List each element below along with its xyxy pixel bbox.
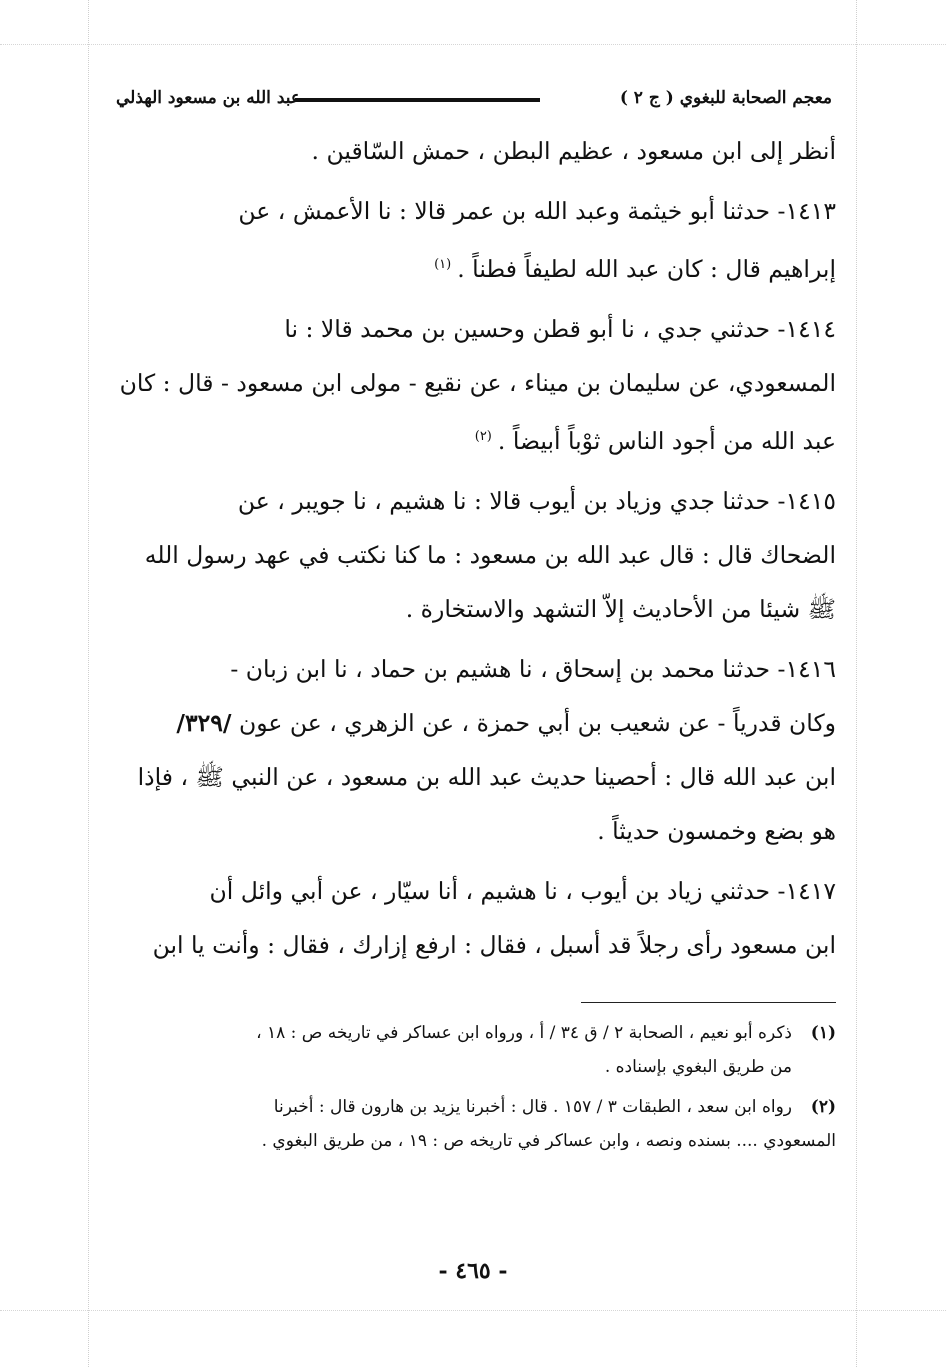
footnote-number: (٢) (810, 1097, 836, 1117)
text-line: المسعودي، عن سليمان بن ميناء ، عن نقيع - مولى ابن مسعود - قال : كان (119, 368, 836, 397)
text-line: إبراهيم قال : كان عبد الله لطيفاً فطناً . (457, 254, 836, 283)
footnote-number: (١) (810, 1023, 836, 1043)
scan-guide-line (0, 44, 946, 45)
text-line: ١٤١٧- حدثني زياد بن أيوب ، نا هشيم ، أنا سيّار ، عن أبي وائل أن (209, 876, 836, 905)
text-line: ابن عبد الله قال : أحصينا حديث عبد الله بن مسعود ، عن النبي ﷺ ، فإذا (137, 762, 836, 791)
text-line: عبد الله من أجود الناس ثوْباً أبيضاً . (497, 426, 836, 455)
text-line: ابن مسعود رأى رجلاً قد أسبل ، فقال : ارفع إزارك ، فقال : وأنت يا ابن (152, 930, 836, 959)
header-rule (295, 98, 540, 102)
hadith-1416 (110, 642, 836, 858)
text-line: وكان قدرياً - عن شعيب بن أبي حمزة ، عن الزهري ، عن عون (238, 708, 836, 737)
hadith-1413 (110, 184, 836, 296)
text-line: الضحاك قال : قال عبد الله بن مسعود : ما كنا نكتب في عهد رسول الله (144, 540, 836, 569)
main-text (110, 124, 836, 972)
footnote-text: من طريق البغوي بإسناده . (604, 1057, 792, 1077)
text-line: ﷺ شيئا من الأحاديث إلاّ التشهد والاستخارة . (405, 594, 836, 623)
text-line: ١٤١٦- حدثنا محمد بن إسحاق ، نا هشيم بن حماد ، نا ابن زبان - (230, 654, 836, 683)
footnote-1 (110, 1016, 836, 1084)
footnote-text: ذكره أبو نعيم ، الصحابة ٢ / ق ٣٤ / أ ، ورواه ابن عساكر في تاريخه ص : ١٨ ، (256, 1023, 792, 1043)
scan-guide-line (0, 1310, 946, 1311)
text-line: ١٤١٣- حدثنا أبو خيثمة وعبد الله بن عمر قالا : نا الأعمش ، عن (238, 197, 836, 225)
hadith-1415 (110, 474, 836, 636)
text-line: هو بضع وخمسون حديثاً . (597, 816, 836, 845)
footnote-text: المسعودي .... بسنده ونصه ، وابن عساكر في تاريخه ص : ١٩ ، من طريق البغوي . (261, 1131, 836, 1151)
text-line: أنظر إلى ابن مسعود ، عظيم البطن ، حمش السّاقين . (311, 137, 836, 165)
scan-guide-line (856, 0, 857, 1367)
scan-guide-line (88, 0, 89, 1367)
running-header (110, 84, 836, 124)
footnote-ref: (٢) (474, 428, 492, 444)
text-line: ١٤١٤- حدثني جدي ، نا أبو قطن وحسين بن محمد قالا : نا (284, 314, 836, 343)
header-section-title: عبد الله بن مسعود الهذلي (116, 88, 302, 108)
book-page (110, 84, 836, 1284)
page-number: - ٤٦٥ - (438, 1258, 508, 1284)
text-line: ١٤١٥- حدثنا جدي وزياد بن أيوب قالا : نا هشيم ، نا جويبر ، عن (237, 486, 836, 515)
footnote-ref: (١) (434, 257, 452, 272)
hadith-1414 (110, 302, 836, 468)
hadith-1417 (110, 864, 836, 972)
footnotes (110, 1016, 836, 1164)
footnote-separator (581, 1002, 836, 1003)
footnote-text: رواه ابن سعد ، الطبقات ٣ / ١٥٧ . قال : أخبرنا يزيد بن هارون قال : أخبرنا (273, 1097, 792, 1117)
manuscript-folio-marker: /٣٢٩/ (176, 708, 232, 737)
paragraph-continuation (110, 124, 836, 178)
header-book-title: معجم الصحابة للبغوي ( ج ٢ ) (619, 88, 832, 108)
footnote-2 (110, 1090, 836, 1158)
